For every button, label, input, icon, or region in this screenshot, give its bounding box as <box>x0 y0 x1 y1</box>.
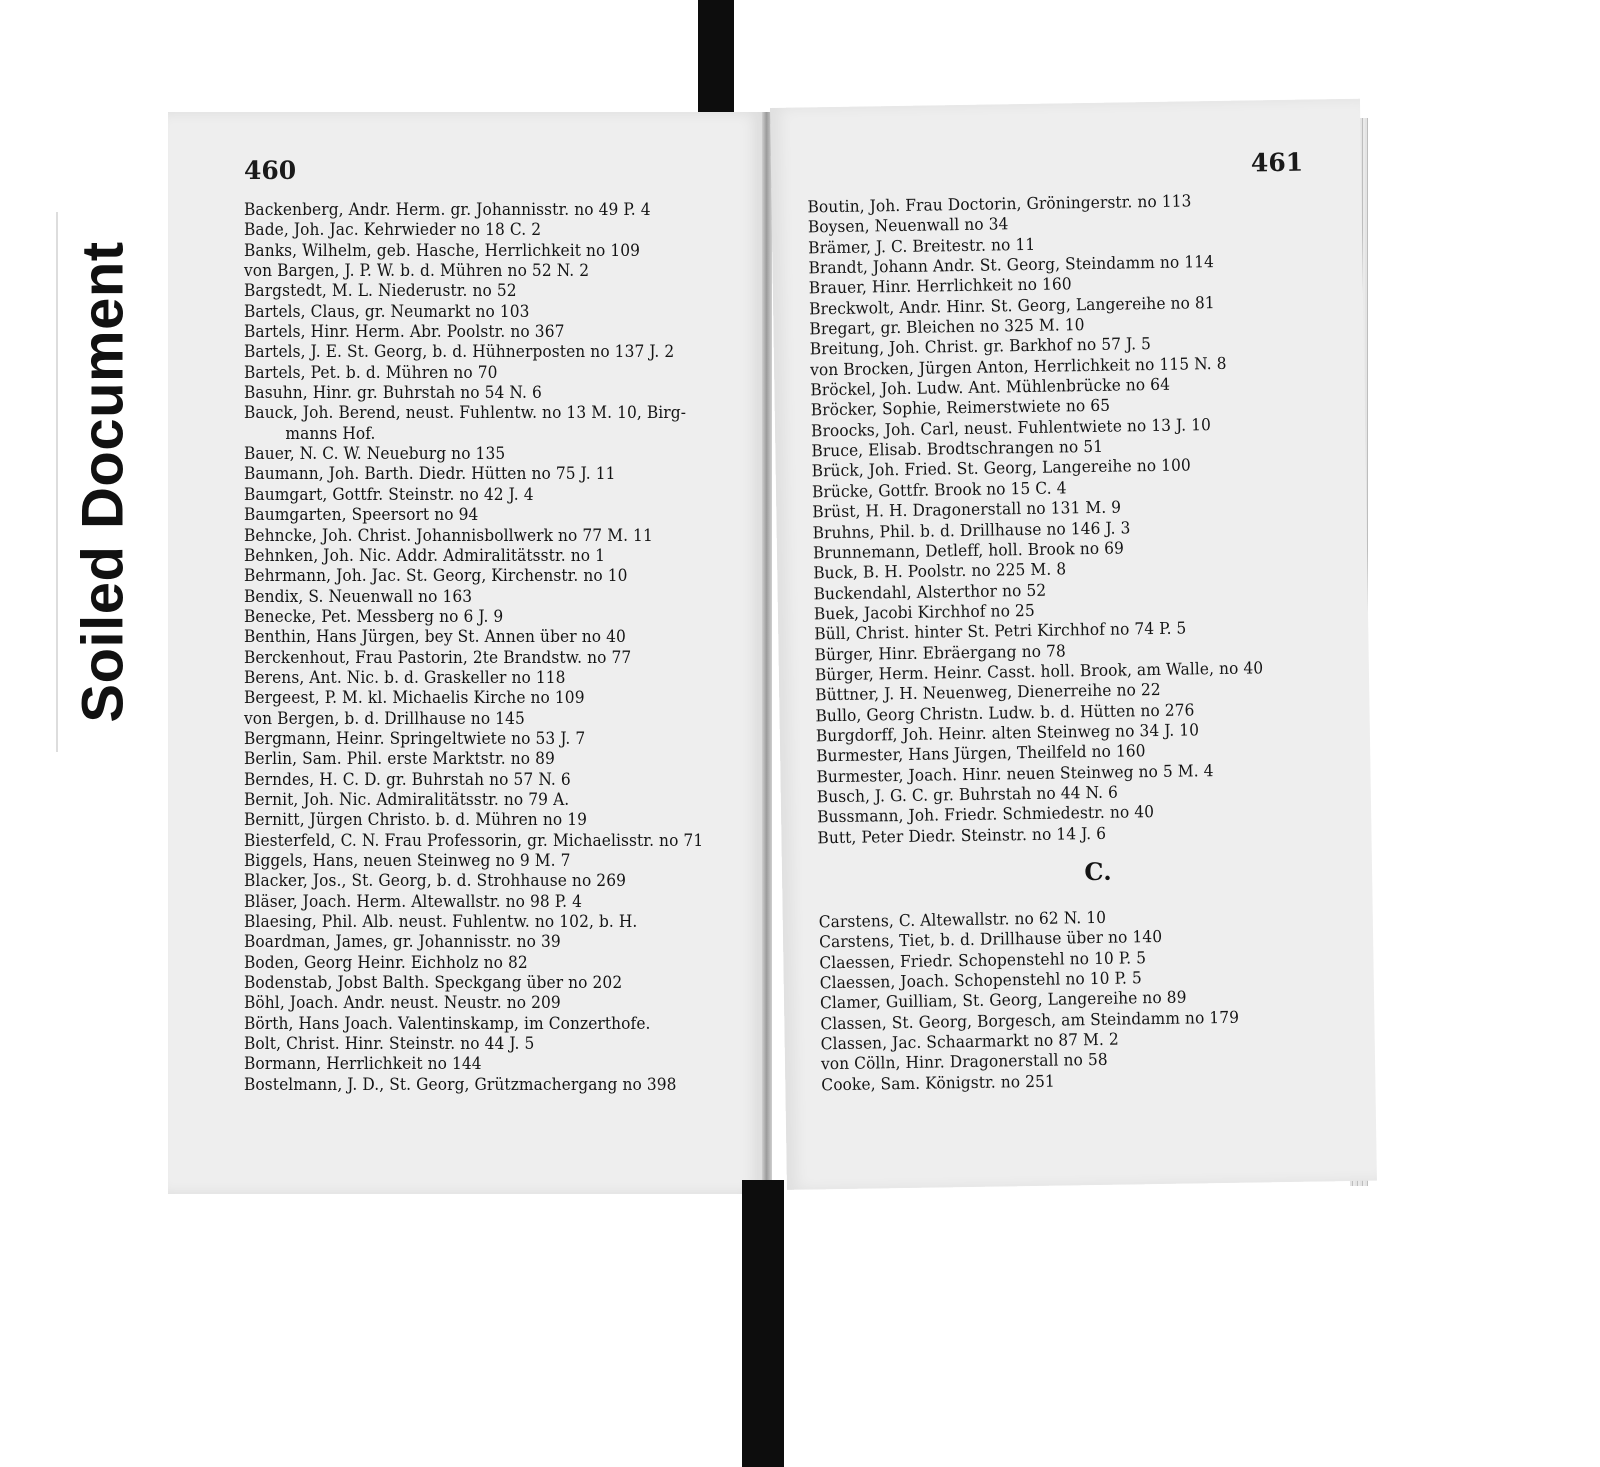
directory-entry: Behrmann, Joh. Jac. St. Georg, Kirchenstr. no 10 <box>244 566 628 586</box>
directory-entry: Böhl, Joach. Andr. neust. Neustr. no 209 <box>244 993 561 1013</box>
directory-entry: Bernitt, Jürgen Christo. b. d. Mühren no 19 <box>244 810 587 830</box>
directory-entry: Bullo, Georg Christn. Ludw. b. d. Hütten no 276 <box>815 700 1195 725</box>
directory-entry: Cooke, Sam. Königstr. no 251 <box>821 1071 1055 1095</box>
directory-entry: Banks, Wilhelm, geb. Hasche, Herrlichkeit no 109 <box>244 240 641 260</box>
directory-entry: Baumann, Joh. Barth. Diedr. Hütten no 75 J. 11 <box>244 464 616 484</box>
directory-entry: Baumgarten, Speersort no 94 <box>244 505 479 525</box>
directory-entry: Bernit, Joh. Nic. Admiralitätsstr. no 79 A. <box>244 789 570 809</box>
directory-entry: Bade, Joh. Jac. Kehrwieder no 18 C. 2 <box>244 220 542 240</box>
directory-entry: Benecke, Pet. Messberg no 6 J. 9 <box>244 606 504 626</box>
directory-entry: Baumgart, Gottfr. Steinstr. no 42 J. 4 <box>244 484 534 504</box>
page-number-right: 461 <box>1250 147 1304 178</box>
directory-entry: Buckendahl, Alsterthor no 52 <box>813 580 1047 603</box>
directory-entry: Brämer, J. C. Breitestr. no 11 <box>808 234 1036 258</box>
directory-entry: Backenberg, Andr. Herm. gr. Johannisstr. no 49 P. 4 <box>244 200 651 219</box>
directory-entry: Bröcker, Sophie, Reimerstwiete no 65 <box>810 396 1111 420</box>
directory-entry: Boutin, Joh. Frau Doctorin, Gröningerstr. no 113 <box>807 191 1192 217</box>
directory-entry: Buck, B. H. Poolstr. no 225 M. 8 <box>813 559 1067 583</box>
directory-entry: Büll, Christ. hinter St. Petri Kirchhof no 74 P. 5 <box>814 618 1187 644</box>
directory-entry: Brandt, Johann Andr. St. Georg, Steindamm no 114 <box>808 252 1215 278</box>
right-entry-list <box>807 189 1381 1096</box>
directory-entry: Burmester, Hans Jürgen, Theilfeld no 160 <box>816 741 1146 766</box>
directory-entry: Blacker, Jos., St. Georg, b. d. Strohhause no 269 <box>244 871 626 891</box>
directory-entry: Bartels, Pet. b. d. Mühren no 70 <box>244 362 498 382</box>
book-gutter <box>762 112 772 1192</box>
directory-entry: Busch, J. G. C. gr. Buhrstah no 44 N. 6 <box>816 782 1119 807</box>
directory-entry: Bauck, Joh. Berend, neust. Fuhlentw. no 13 M. 10, Birg- <box>244 403 687 423</box>
soiled-document-text: Soiled Document <box>70 241 136 723</box>
directory-entry: Brunnemann, Detleff, holl. Brook no 69 <box>812 538 1125 563</box>
directory-entry: Bolt, Christ. Hinr. Steinstr. no 44 J. 5 <box>244 1034 535 1054</box>
directory-entry: Bartels, Claus, gr. Neumarkt no 103 <box>244 301 530 321</box>
directory-entry: Clamer, Guilliam, St. Georg, Langereihe no 89 <box>819 987 1187 1013</box>
directory-entry: Bregart, gr. Bleichen no 325 M. 10 <box>809 315 1085 339</box>
directory-entry: Bergmann, Heinr. Springeltwiete no 53 J. 7 <box>244 728 586 748</box>
directory-entry: Bläser, Joach. Herm. Altewallstr. no 98 P. 4 <box>244 891 582 911</box>
directory-entry: Bauer, N. C. W. Neueburg no 135 <box>244 444 506 464</box>
directory-entry: Bruce, Elisab. Brodtschrangen no 51 <box>811 436 1104 461</box>
directory-entry: Carstens, Tiet, b. d. Drillhause über no 140 <box>818 927 1163 952</box>
directory-entry: Blaesing, Phil. Alb. neust. Fuhlentw. no 102, b. H. <box>244 912 638 932</box>
directory-entry: Claessen, Friedr. Schopenstehl no 10 P. 5 <box>819 947 1147 973</box>
directory-entry: Brück, Joh. Fried. St. Georg, Langereihe no 100 <box>811 455 1191 481</box>
directory-entry: Bröckel, Joh. Ludw. Ant. Mühlenbrücke no 64 <box>810 374 1171 400</box>
directory-entry: Bartels, Hinr. Herm. Abr. Poolstr. no 367 <box>244 322 565 342</box>
left-page <box>168 112 764 1194</box>
directory-entry: Boysen, Neuenwall no 34 <box>807 214 1009 237</box>
directory-entry: Boardman, James, gr. Johannisstr. no 39 <box>244 932 561 952</box>
directory-entry: Behncke, Joh. Christ. Johannisbollwerk no 77 M. 11 <box>244 525 653 545</box>
left-entry-list <box>244 200 764 1095</box>
directory-entry: Bruhns, Phil. b. d. Drillhause no 146 J. 3 <box>812 517 1131 542</box>
bookmark-ribbon-bottom <box>742 1180 784 1467</box>
directory-entry: Bostelmann, J. D., St. Georg, Grützmachergang no 398 <box>244 1074 677 1094</box>
directory-entry: manns Hof. <box>285 423 376 443</box>
directory-entry: Büttner, J. H. Neuenweg, Dienerreihe no 22 <box>815 680 1161 705</box>
directory-entry: Benthin, Hans Jürgen, bey St. Annen über no 40 <box>244 627 626 647</box>
directory-entry: Behnken, Joh. Nic. Addr. Admiralitätsstr. no 1 <box>244 545 605 565</box>
directory-entry: Basuhn, Hinr. gr. Buhrstah no 54 N. 6 <box>244 383 542 403</box>
directory-entry: Bargstedt, M. L. Niederustr. no 52 <box>244 281 517 301</box>
directory-entry: Burgdorff, Joh. Heinr. alten Steinweg no 34 J. 10 <box>815 720 1200 746</box>
directory-entry: Berens, Ant. Nic. b. d. Graskeller no 118 <box>244 667 566 687</box>
directory-entry: Börth, Hans Joach. Valentinskamp, im Conzerthofe. <box>244 1013 651 1033</box>
directory-entry: Berckenhout, Frau Pastorin, 2te Brandstw. no 77 <box>244 647 632 667</box>
page-number-left: 460 <box>244 156 297 185</box>
soiled-document-label <box>56 212 148 752</box>
directory-entry: von Cölln, Hinr. Dragonerstall no 58 <box>820 1050 1108 1074</box>
directory-entry: Bendix, S. Neuenwall no 163 <box>244 586 473 606</box>
directory-entry: Berndes, H. C. D. gr. Buhrstah no 57 N. 6 <box>244 769 571 789</box>
right-page <box>770 99 1377 1190</box>
directory-entry: Brauer, Hinr. Herrlichkeit no 160 <box>808 274 1072 298</box>
directory-entry: Brücke, Gottfr. Brook no 15 C. 4 <box>811 478 1067 502</box>
directory-entry: Claessen, Joach. Schopenstehl no 10 P. 5 <box>819 968 1142 993</box>
directory-entry: Classen, Jac. Schaarmarkt no 87 M. 2 <box>820 1029 1119 1054</box>
directory-entry: Brüst, H. H. Dragonerstall no 131 M. 9 <box>812 497 1122 522</box>
directory-entry: von Brocken, Jürgen Anton, Herrlichkeit no 115 N. 8 <box>809 353 1227 380</box>
directory-entry: Bartels, J. E. St. Georg, b. d. Hühnerposten no 137 J. 2 <box>244 342 675 362</box>
directory-entry: Burmester, Joach. Hinr. neuen Steinweg no 5 M. 4 <box>816 760 1214 786</box>
bookmark-ribbon-top <box>698 0 734 128</box>
directory-entry: Bergeest, P. M. kl. Michaelis Kirche no 109 <box>244 688 585 708</box>
directory-entry: Biesterfeld, C. N. Frau Professorin, gr. Michaelisstr. no 71 <box>244 830 704 850</box>
directory-entry: Bürger, Herm. Heinr. Casst. holl. Brook, am Walle, no 40 <box>814 658 1264 685</box>
directory-entry: Breitung, Joh. Christ. gr. Barkhof no 57 J. 5 <box>809 334 1152 359</box>
directory-entry: Bodenstab, Jobst Balth. Speckgang über no 202 <box>244 973 623 993</box>
directory-entry: Bürger, Hinr. Ebräergang no 78 <box>814 640 1066 664</box>
directory-entry: Bormann, Herrlichkeit no 144 <box>244 1054 482 1074</box>
section-heading: C. <box>1084 856 1112 887</box>
directory-entry: Berlin, Sam. Phil. erste Marktstr. no 89 <box>244 749 555 769</box>
directory-entry: Buek, Jacobi Kirchhof no 25 <box>813 600 1035 624</box>
directory-entry: Biggels, Hans, neuen Steinweg no 9 M. 7 <box>244 851 571 870</box>
directory-entry: von Bergen, b. d. Drillhause no 145 <box>244 708 525 728</box>
directory-entry: Butt, Peter Diedr. Steinstr. no 14 J. 6 <box>817 823 1107 847</box>
directory-entry: Broocks, Joh. Carl, neust. Fuhlentwiete no 13 J. 10 <box>810 414 1212 441</box>
directory-entry: Boden, Georg Heinr. Eichholz no 82 <box>244 952 528 972</box>
directory-entry: Breckwolt, Andr. Hinr. St. Georg, Langereihe no 81 <box>809 292 1215 319</box>
directory-entry: von Bargen, J. P. W. b. d. Mühren no 52 N. 2 <box>244 261 590 281</box>
directory-entry: Bussmann, Joh. Friedr. Schmiedestr. no 40 <box>816 802 1155 827</box>
directory-entry: Classen, St. Georg, Borgesch, am Steindamm no 179 <box>820 1007 1240 1034</box>
directory-entry: Carstens, C. Altewallstr. no 62 N. 10 <box>818 907 1107 932</box>
